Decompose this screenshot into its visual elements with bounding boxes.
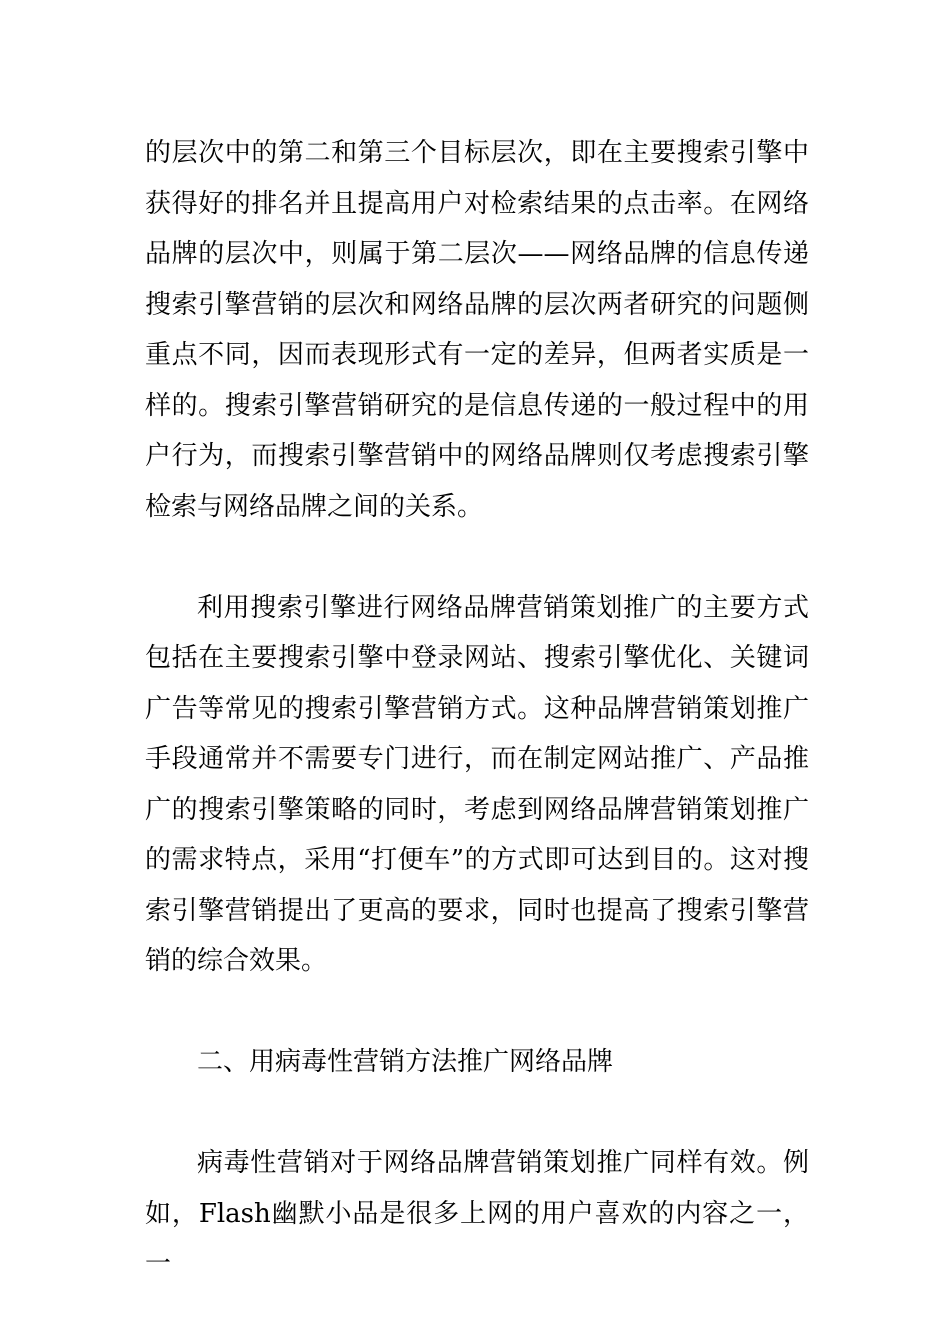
body-paragraph: 的层次中的第二和第三个目标层次，即在主要搜索引擎中获得好的排名并且提高用户对检索结果的点击率。在网络品牌的层次中，则属于第二层次——网络品牌的信息传递搜索引擎营销的层次和网络品牌的层次两者研究的问题侧重点不同，因而表现形式有一定的差异，但两者实质是一样的。搜索引擎营销研究的是信息传递的一般过程中的用户行为，而搜索引擎营销中的网络品牌则仅考虑搜索引擎检索与网络品牌之间的关系。	[145, 138, 809, 522]
body-paragraph: 利用搜索引擎进行网络品牌营销策划推广的主要方式包括在主要搜索引擎中登录网站、搜索引擎优化、关键词广告等常见的搜索引擎营销方式。这种品牌营销策划推广手段通常并不需要专门进行，而在制定网站推广、产品推广的搜索引擎策略的同时，考虑到网络品牌营销策划推广的需求特点，采用“打便车”的方式即可达到目的。这对搜索引擎营销提出了更高的要求，同时也提高了搜索引擎营销的综合效果。	[145, 592, 809, 976]
paragraph-gap	[145, 532, 809, 583]
body-paragraph: 病毒性营销对于网络品牌营销策划推广同样有效。例如，Flash幽默小品是很多上网的用户喜欢的内容之一，一	[145, 1148, 809, 1279]
document-page	[145, 128, 809, 1290]
paragraph-gap	[145, 987, 809, 1038]
section-heading: 二、用病毒性营销方法推广网络品牌	[197, 1047, 614, 1077]
paragraph-gap	[145, 1088, 809, 1139]
